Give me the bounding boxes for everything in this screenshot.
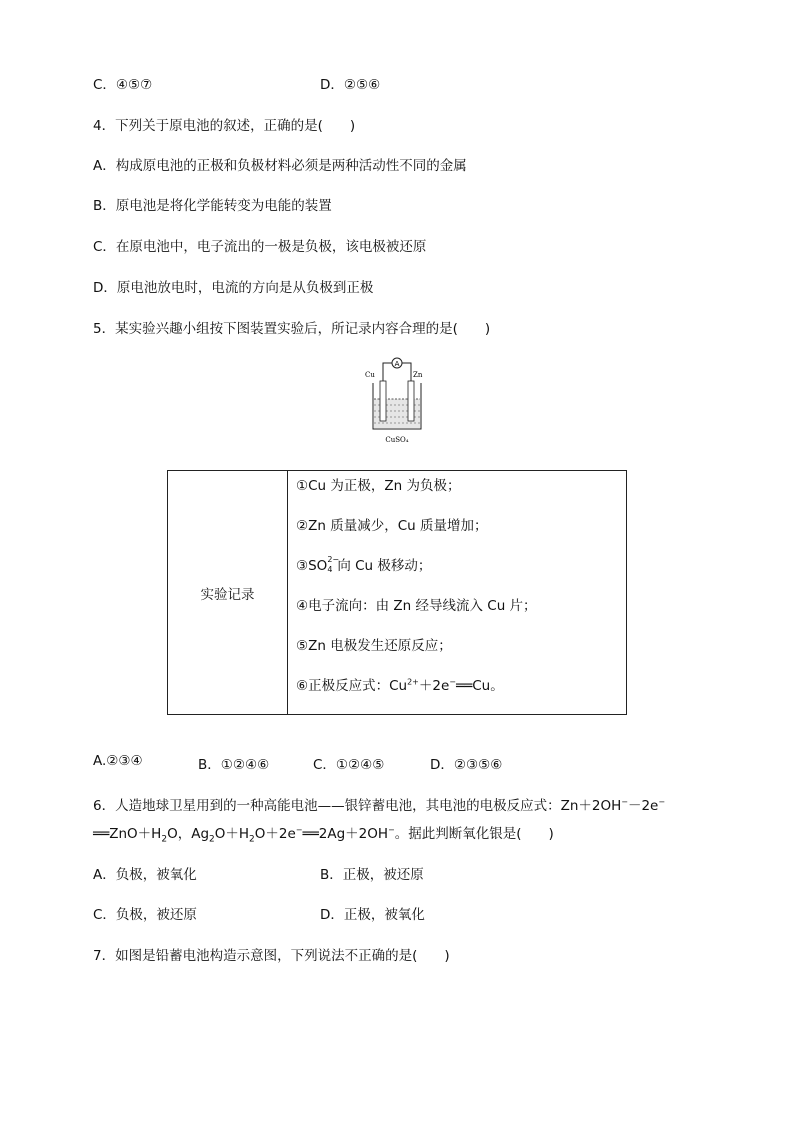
q5-stem: 5．某实验兴趣小组按下图装置实验后，所记录内容合理的是( ) (93, 321, 491, 337)
record-label: 实验记录 (168, 471, 288, 715)
q6-stem-line1: 6．人造地球卫星用到的一种高能电池——银锌蓄电池，其电池的电极反应式：Zn＋2OH−－2e− (93, 797, 666, 814)
q6-option-b: B．正极，被还原 (320, 867, 424, 883)
q3-option-c: C．④⑤⑦ (93, 77, 153, 93)
record-item-6: ⑥正极反应式：$Cu^{2+}+2e^-══Cu$。 (296, 677, 504, 694)
q6-option-c: C．负极，被还原 (93, 907, 197, 923)
q4-option-a: A．构成原电池的正极和负极材料必须是两种活动性不同的金属 (93, 158, 467, 174)
q4-option-b: B．原电池是将化学能转变为电能的装置 (93, 198, 332, 214)
record-items (288, 471, 627, 715)
galvanic-cell-diagram (363, 353, 431, 445)
q4-option-d: D．原电池放电时，电流的方向是从负极到正极 (93, 280, 374, 296)
q4-stem: 4．下列关于原电池的叙述，正确的是( ) (93, 118, 356, 134)
record-item-5: ⑤Zn 电极发生还原反应； (296, 638, 452, 654)
record-item-3: ③SO 2− 4 向 Cu 极移动； (296, 555, 432, 574)
record-item-2: ②Zn 质量减少，Cu 质量增加； (296, 518, 488, 534)
experiment-record-table (167, 470, 627, 715)
svg-text:CuSO₄: CuSO₄ (385, 436, 409, 444)
cu-electrode (380, 381, 386, 421)
q5-answer-a: A.②③④ (93, 753, 143, 769)
q3-option-d: D．②⑤⑥ (320, 77, 381, 93)
q5-answer-b: B．①②④⑥ (198, 757, 270, 773)
q6-option-a: A．负极，被氧化 (93, 867, 197, 883)
svg-text:Cu: Cu (365, 371, 375, 379)
record-item-1: ①Cu 为正极，Zn 为负极； (296, 478, 461, 494)
zn-electrode (408, 381, 414, 421)
q7-stem: 7．如图是铅蓄电池构造示意图，下列说法不正确的是( ) (93, 948, 450, 964)
q5-answer-d: D．②③⑤⑥ (430, 757, 503, 773)
svg-text:A: A (394, 360, 400, 368)
q4-option-c: C．在原电池中，电子流出的一极是负极，该电极被还原 (93, 239, 427, 255)
q6-stem-line2: $══ZnO+H_2O$，$Ag_2O+H_2O+2e^-══2Ag+2OH^-$。据此判断氧化银是( ) (93, 825, 554, 845)
q6-option-d: D．正极，被氧化 (320, 907, 425, 923)
svg-text:Zn: Zn (413, 371, 423, 379)
q5-answer-c: C．①②④⑤ (313, 757, 385, 773)
record-item-4: ④电子流向：由 Zn 经导线流入 Cu 片； (296, 598, 537, 614)
